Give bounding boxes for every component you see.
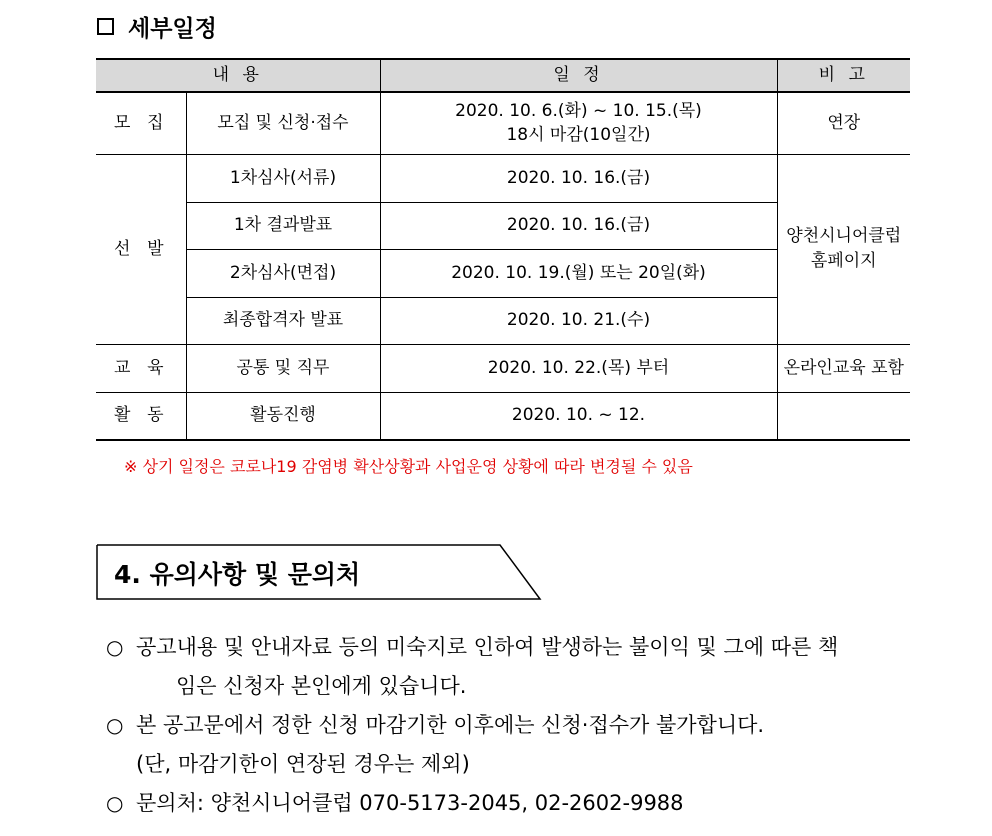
schedule-table	[96, 58, 910, 441]
remark-cell	[777, 154, 910, 344]
remark-line: 양천시니어클럽	[786, 226, 902, 247]
table-row	[96, 92, 910, 154]
item-cell: 1차 결과발표	[186, 202, 380, 249]
circle-bullet-icon: ○	[106, 713, 124, 737]
category-cell	[96, 92, 186, 154]
remark-cell: 연장	[777, 92, 910, 154]
date-cell: 2020. 10. 16.(금)	[380, 202, 777, 249]
category-char: 교	[114, 357, 131, 378]
item-cell: 최종합격자 발표	[186, 297, 380, 344]
list-item	[106, 706, 906, 784]
section-title: 세부일정	[128, 15, 217, 42]
bullet-line: 본 공고문에서 정한 신청 마감기한 이후에는 신청·접수가 불가합니다.	[136, 713, 765, 737]
date-line: 2020. 10. 6.(화) ~ 10. 15.(목)	[455, 100, 702, 121]
bullet-line: 공고내용 및 안내자료 등의 미숙지로 인하여 발생하는 불이익 및 그에 따른 책	[136, 635, 839, 659]
date-cell: 2020. 10. ~ 12.	[380, 392, 777, 440]
category-char: 육	[147, 357, 164, 378]
remark-cell	[777, 392, 910, 440]
date-cell: 2020. 10. 19.(월) 또는 20일(화)	[380, 249, 777, 297]
section-heading	[97, 8, 217, 44]
heading-title: 4. 유의사항 및 문의처	[114, 560, 361, 589]
bullet-line: (단, 마감기한이 연장된 경우는 제외)	[136, 752, 470, 776]
item-cell: 활동진행	[186, 392, 380, 440]
section-4-heading	[96, 544, 542, 600]
category-char: 집	[147, 112, 164, 133]
item-cell: 1차심사(서류)	[186, 154, 380, 202]
date-line: 18시 마감(10일간)	[506, 125, 651, 146]
bullet-line: 문의처: 양천시니어클럽 070-5173-2045, 02-2602-9988	[136, 791, 684, 815]
notice-list	[106, 628, 906, 823]
category-char: 동	[147, 405, 164, 426]
item-cell: 2차심사(면접)	[186, 249, 380, 297]
header-remarks: 비 고	[777, 59, 910, 92]
date-cell: 2020. 10. 16.(금)	[380, 154, 777, 202]
date-cell: 2020. 10. 22.(목) 부터	[380, 344, 777, 392]
square-bullet-icon	[97, 18, 114, 35]
category-char: 모	[114, 112, 131, 133]
bullet-line: 임은 신청자 본인에게 있습니다.	[176, 674, 467, 698]
date-cell	[380, 92, 777, 154]
table-row	[96, 392, 910, 440]
circle-bullet-icon: ○	[106, 635, 124, 659]
list-item	[106, 784, 906, 823]
category-char: 선	[114, 238, 131, 259]
table-row	[96, 154, 910, 202]
remark-line: 홈페이지	[810, 251, 877, 271]
category-char: 발	[147, 238, 164, 259]
table-row	[96, 344, 910, 392]
header-content: 내 용	[96, 59, 380, 92]
category-char: 활	[114, 405, 131, 426]
item-cell: 공통 및 직무	[186, 344, 380, 392]
item-cell: 모집 및 신청·접수	[186, 92, 380, 154]
date-cell: 2020. 10. 21.(수)	[380, 297, 777, 344]
remark-cell: 온라인교육 포함	[777, 344, 910, 392]
list-item	[106, 628, 906, 706]
schedule-note: ※ 상기 일정은 코로나19 감염병 확산상황과 사업운영 상황에 따라 변경될 수 있음	[124, 457, 693, 476]
category-cell	[96, 344, 186, 392]
category-cell	[96, 392, 186, 440]
header-schedule: 일 정	[380, 59, 777, 92]
table-header-row	[96, 59, 910, 92]
category-cell	[96, 154, 186, 344]
circle-bullet-icon: ○	[106, 791, 124, 815]
